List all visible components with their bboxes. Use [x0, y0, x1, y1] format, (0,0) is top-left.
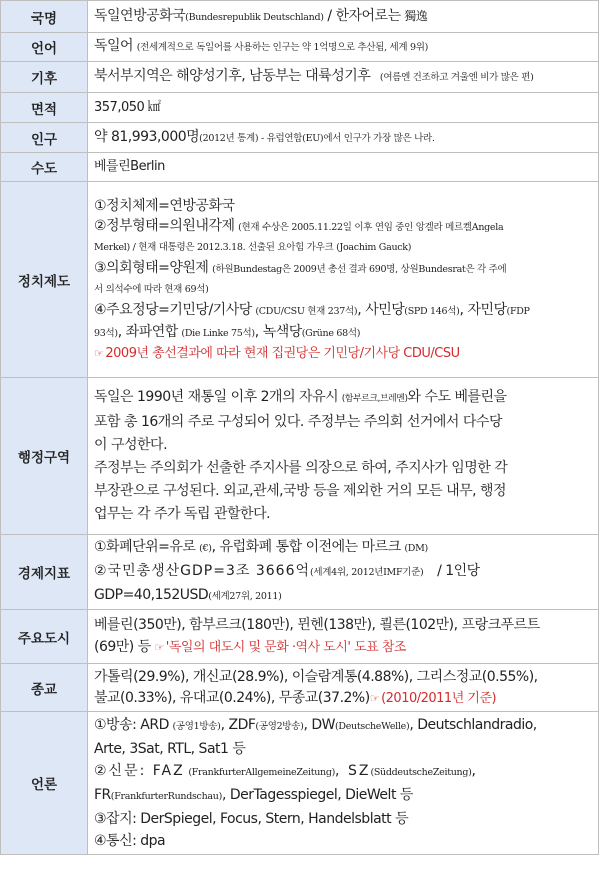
row-population [1, 123, 599, 153]
value-language [88, 33, 599, 62]
economy-gdp-per-capita: GDP=40,152USD [94, 587, 209, 603]
economy-line-3 [94, 584, 592, 608]
row-cities [1, 610, 599, 664]
admin-line-3: 이 구성한다. [94, 437, 168, 453]
media-sz-note: (SüddeutscheZeitung) [370, 767, 472, 778]
row-climate [1, 62, 599, 93]
economy-gdp-rank: (세계4위, 2012년IMF기준) [310, 567, 424, 578]
label-capital: 수도 [1, 153, 88, 182]
row-country [1, 1, 599, 33]
label-population: 인구 [1, 123, 88, 153]
economy-mark-note: , 유럽화폐 통합 이전에는 마르크 [211, 539, 401, 555]
media-ard-note: (공영1방송) [172, 721, 221, 732]
climate-note: (여름엔 건조하고 겨울엔 비가 많은 편) [379, 72, 534, 83]
politics-line-7 [94, 322, 592, 344]
economy-per-capita: / 1인당 [437, 563, 480, 579]
media-newspaper: ②신문: FAZ [94, 763, 185, 779]
country-name: 독일연방공화국 [94, 7, 186, 24]
economy-dm: (DM) [404, 543, 428, 554]
pointer-icon: ☞ [94, 346, 104, 360]
media-line-3 [94, 760, 592, 784]
cities-line-2 [94, 636, 592, 659]
label-religion: 종교 [1, 664, 88, 712]
religion-line-2 [94, 688, 592, 709]
politics-parliament-note: (하원Bundestag은 2009년 총선 결과 690명, 상원Bundesrat은 각 주에 [212, 263, 507, 275]
politics-spd: , 사민당 [357, 301, 405, 318]
value-climate [88, 62, 599, 93]
row-language [1, 33, 599, 62]
politics-line-5: 서 의석수에 따라 현재 69석) [94, 283, 209, 295]
value-politics [88, 182, 599, 378]
media-zdf-note: (공영2방송) [255, 721, 304, 732]
row-area [1, 93, 599, 123]
cities-line-1: 베를린(350만), 함부르크(180만), 뮌헨(138만), 쾰른(102만), 프랑크푸르트 [94, 617, 540, 633]
media-deutschlandradio: , Deutschlandradio, [409, 717, 537, 733]
media-dw: , DW [303, 717, 336, 733]
value-media [88, 712, 599, 855]
politics-line-6 [94, 300, 592, 322]
politics-linke-seats: (Die Linke 75석) [181, 327, 255, 339]
admin-line-6: 업무는 각 주가 독립 관할한다. [94, 506, 271, 522]
politics-fdp-seats: (FDP [506, 305, 530, 317]
economy-gdp: ②국민총생산GDP=3조 3666억 [94, 563, 311, 579]
label-climate: 기후 [1, 62, 88, 93]
admin-line-5: 부장관으로 구성된다. 외교,관세,국방 등을 제외한 거의 모든 내무, 행정 [94, 483, 507, 499]
media-faz-note: (FrankfurterAllgemeineZeitung) [188, 767, 336, 778]
language-note: (전세계적으로 독일어를 사용하는 인구는 약 1억명으로 추산됨, 세계 9위) [136, 42, 429, 53]
politics-parliament-type: ③의회형태=양원제 [94, 259, 209, 276]
media-fr: FR [94, 787, 111, 803]
population-value: 약 81,993,000명 [94, 128, 200, 145]
label-language: 언어 [1, 33, 88, 62]
media-line-6: ④통신: dpa [94, 833, 166, 849]
religion-basis-year: (2010/2011년 기준) [381, 690, 497, 706]
religion-line-1: 가톨릭(29.9%), 개신교(28.9%), 이슬람계통(4.88%), 그리스정교(0.55%), [94, 668, 538, 685]
climate-value: 북서부지역은 해양성기후, 남동부는 대륙성기후 [94, 68, 371, 84]
politics-line-3: Merkel) / 현재 대통령은 2012.3.18. 선출된 요아힘 가우크 (Joachim Gauck) [94, 241, 412, 253]
media-broadcast: ①방송: ARD [94, 717, 169, 733]
economy-line-1 [94, 536, 592, 560]
country-hanja: 獨逸 [404, 8, 428, 23]
label-economy: 경제지표 [1, 535, 88, 610]
row-politics [1, 182, 599, 378]
cities-frankfurt: (69만) 등 [94, 639, 151, 655]
politics-fdp-seats-cont: 93석) [94, 327, 118, 339]
row-capital [1, 153, 599, 182]
language-value: 독일어 [94, 38, 134, 54]
media-zdf: , ZDF [220, 717, 256, 733]
population-note: (2012년 통계) - 유럽연합(EU)에서 인구가 가장 많은 나라. [199, 132, 435, 144]
row-economy [1, 535, 599, 610]
economy-line-2 [94, 560, 592, 584]
country-sep: / 한자어로는 [327, 7, 401, 24]
politics-line-8 [94, 344, 592, 364]
label-admin: 행정구역 [1, 378, 88, 535]
politics-government-type: ②정부형태=의원내각제 [94, 217, 235, 234]
politics-spd-seats: (SPD 146석) [404, 305, 460, 317]
admin-capital-note: 와 수도 베를린을 [407, 389, 507, 405]
label-area: 면적 [1, 93, 88, 123]
media-other-papers: , DerTagesspiegel, DieWelt 등 [222, 787, 413, 803]
value-religion [88, 664, 599, 712]
country-name-de: (Bundesrepublik Deutschland) [185, 11, 324, 23]
media-comma: , [471, 763, 476, 779]
label-politics: 정치제도 [1, 182, 88, 378]
admin-line-4: 주정부는 주의회가 선출한 주지사를 의장으로 하여, 주지사가 임명한 각 [94, 460, 508, 476]
media-line-5: ③잡지: DerSpiegel, Focus, Stern, Handelsblatt 등 [94, 811, 409, 827]
admin-reunification: 독일은 1990년 재통일 이후 2개의 자유시 [94, 389, 339, 405]
label-country: 국명 [1, 1, 88, 33]
economy-per-capita-rank: (세계27위, 2011) [208, 591, 282, 602]
admin-line-2: 포함 총 16개의 주로 구성되어 있다. 주정부는 주의회 선거에서 다수당 [94, 414, 502, 430]
value-country [88, 1, 599, 33]
media-dw-note: (DeutscheWelle) [335, 721, 410, 732]
politics-cdu-seats: (CDU/CSU 현재 237석) [255, 305, 358, 317]
politics-fdp: , 자민당 [459, 301, 507, 318]
politics-ruling-party: 2009년 총선결과에 따라 현재 집권당은 기민당/기사당 CDU/CSU [105, 345, 460, 361]
politics-line-4 [94, 258, 592, 280]
pointer-icon: ☞ [369, 691, 380, 705]
politics-chancellor-note: (현재 수상은 2005.11.22일 이후 연임 중인 앙겔라 메르켈Angela [238, 221, 504, 233]
value-economy [88, 535, 599, 610]
politics-greens: , 녹색당 [254, 323, 302, 340]
label-media: 언론 [1, 712, 88, 855]
value-admin [88, 378, 599, 535]
value-cities [88, 610, 599, 664]
religion-values: 불교(0.33%), 유대교(0.24%), 무종교(37.2%) [94, 689, 370, 706]
label-cities: 주요도시 [1, 610, 88, 664]
politics-linke: , 좌파연합 [117, 323, 178, 340]
media-fr-note: (FrankfurterRundschau) [110, 791, 222, 802]
politics-line-1: ①정치체제=연방공화국 [94, 197, 235, 214]
media-sz: , SZ [335, 763, 371, 779]
row-religion [1, 664, 599, 712]
row-admin [1, 378, 599, 535]
pointer-icon: ☞ [154, 641, 164, 654]
value-population [88, 123, 599, 153]
politics-greens-seats: (Grüne 68석) [301, 327, 361, 339]
capital-value: 베를린Berlin [88, 153, 599, 182]
politics-line-2 [94, 216, 592, 238]
row-media [1, 712, 599, 855]
admin-free-cities: (함부르크,브레멘) [341, 394, 408, 404]
economy-euro-sign: (€) [199, 543, 212, 554]
area-value: 357,050 ㎢ [88, 93, 599, 123]
media-line-2: Arte, 3Sat, RTL, Sat1 등 [94, 741, 246, 757]
admin-line-1 [94, 386, 592, 411]
politics-parties: ④주요정당=기민당/기사당 [94, 301, 252, 318]
media-line-1 [94, 714, 592, 738]
economy-currency: ①화폐단위=유로 [94, 539, 196, 555]
media-line-4 [94, 784, 592, 808]
cities-reference-link[interactable]: '독일의 대도시 및 문화 ·역사 도시' 도표 참조 [165, 640, 406, 655]
